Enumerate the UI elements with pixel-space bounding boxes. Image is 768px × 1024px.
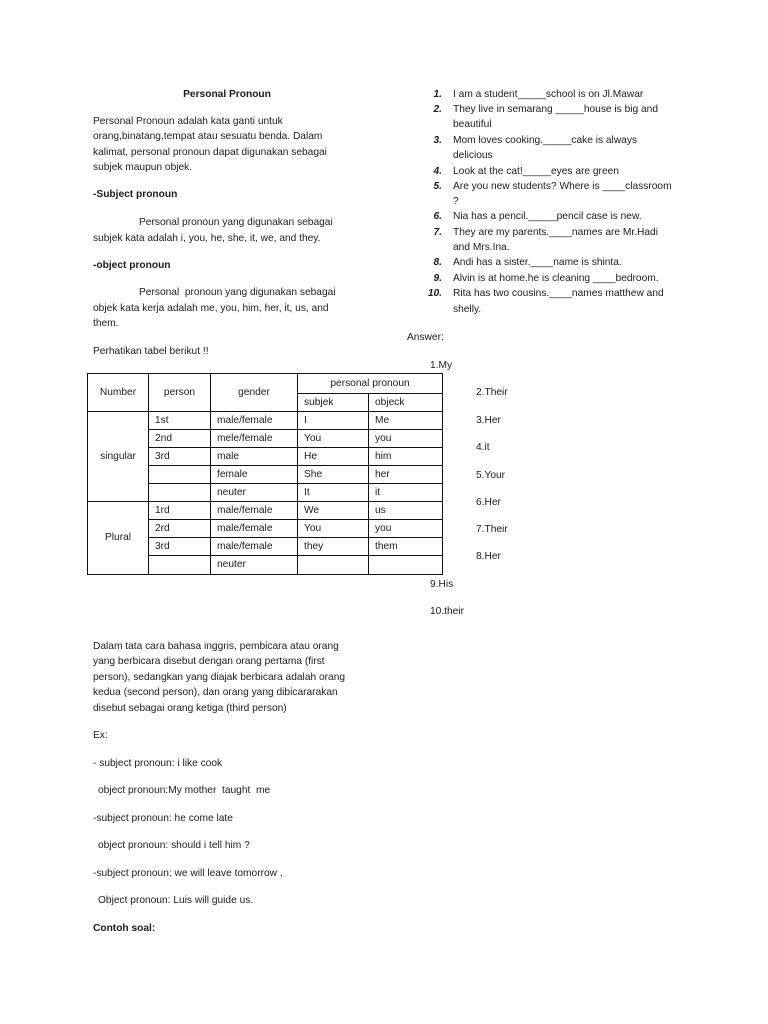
header-personal-pronoun: personal pronoun <box>298 374 443 394</box>
subject-line: Personal pronoun yang digunakan sebagai <box>139 217 333 228</box>
explanation-line: disebut sebagai orang ketiga (third person) <box>93 703 287 714</box>
subject-pronoun-heading: -Subject pronoun <box>93 189 178 200</box>
table-row <box>88 412 443 430</box>
table-row <box>88 502 443 520</box>
answer-item: 6.Her <box>476 497 501 508</box>
answer-item: 1.My <box>430 360 453 371</box>
cell-gender: male <box>211 448 298 466</box>
item-number: 7. <box>433 227 442 238</box>
intro-line: Personal Pronoun adalah kata ganti untuk <box>93 116 283 127</box>
cell-subjek: We <box>298 502 369 520</box>
item-text: Rita has two cousins.____names matthew and <box>453 288 664 299</box>
cell-objeck: them <box>369 538 443 556</box>
object-line: them. <box>93 318 119 329</box>
cell-person <box>149 466 211 484</box>
cell-person <box>149 556 211 575</box>
cell-objeck: you <box>369 520 443 538</box>
explanation-line: yang berbicara disebut dengan orang pertama (first <box>93 656 325 667</box>
cell-subjek: He <box>298 448 369 466</box>
intro-line: kalimat, personal pronoun dapat digunakan sebagai <box>93 147 327 158</box>
item-text: Andi has a sister.____name is shinta. <box>453 257 622 268</box>
group-plural: Plural <box>88 502 149 575</box>
cell-person: 2rd <box>149 520 211 538</box>
answer-item: 2.Their <box>476 387 508 398</box>
answer-item: 8.Her <box>476 551 501 562</box>
cell-gender: neuter <box>211 484 298 502</box>
explanation-line: kedua (second person), dan orang yang dibicararakan <box>93 687 338 698</box>
group-singular: singular <box>88 412 149 502</box>
page-title: Personal Pronoun <box>183 89 271 100</box>
item-number: 2. <box>433 104 442 115</box>
answer-item: 7.Their <box>476 524 508 535</box>
cell-subjek: She <box>298 466 369 484</box>
cell-subjek: I <box>298 412 369 430</box>
explanation-line: Dalam tata cara bahasa inggris, pembicara atau orang <box>93 641 339 652</box>
item-text: Nia has a pencil._____pencil case is new. <box>453 211 642 222</box>
item-number: 6. <box>433 211 442 222</box>
intro-line: subjek maupun objek. <box>93 162 193 173</box>
example-line: -subject pronoun: we will leave tomorrow . <box>93 868 283 879</box>
header-number: Number <box>88 374 149 412</box>
answer-label: Answer: <box>407 332 444 343</box>
item-number: 5. <box>433 181 442 192</box>
answer-item: 3.Her <box>476 415 501 426</box>
cell-person: 3rd <box>149 448 211 466</box>
item-text: Mom loves cooking._____cake is always <box>453 135 638 146</box>
item-number: 10. <box>427 288 442 299</box>
example-line: Object pronoun: Luis will guide us. <box>98 895 254 906</box>
cell-subjek: they <box>298 538 369 556</box>
item-text: They are my parents.____names are Mr.Hadi <box>453 227 658 238</box>
item-text: beautiful <box>453 119 492 130</box>
object-pronoun-heading: -object pronoun <box>93 260 171 271</box>
intro-line: orang,binatang,tempat atau sesuatu benda. Dalam <box>93 131 323 142</box>
cell-person: 1rd <box>149 502 211 520</box>
cell-subjek: You <box>298 520 369 538</box>
cell-objeck: us <box>369 502 443 520</box>
explanation-line: person), sedangkan yang diajak berbicara adalah orang <box>93 672 346 683</box>
cell-gender: neuter <box>211 556 298 575</box>
contoh-soal-heading: Contoh soal: <box>93 923 156 934</box>
object-line: Personal pronoun yang digunakan sebagai <box>139 287 336 298</box>
answer-item: 10.their <box>430 606 464 617</box>
header-subjek: subjek <box>298 394 369 412</box>
cell-person: 1st <box>149 412 211 430</box>
answer-item: 4.it <box>476 442 490 453</box>
cell-objeck: her <box>369 466 443 484</box>
item-number: 3. <box>433 135 442 146</box>
item-number: 9. <box>433 273 442 284</box>
answer-item: 9.His <box>430 579 454 590</box>
cell-gender: male/female <box>211 412 298 430</box>
cell-objeck: you <box>369 430 443 448</box>
subject-line: subjek kata adalah i, you, he, she, it, we, and they. <box>93 233 321 244</box>
item-text: They live in semarang _____house is big and <box>453 104 659 115</box>
item-number: 4. <box>433 166 442 177</box>
header-gender: gender <box>211 374 298 412</box>
cell-objeck: Me <box>369 412 443 430</box>
cell-gender: mele/female <box>211 430 298 448</box>
table-intro: Perhatikan tabel berikut !! <box>93 346 209 357</box>
example-line: - subject pronoun: i like cook <box>93 758 223 769</box>
item-text: Look at the cat!_____eyes are green <box>453 166 619 177</box>
cell-objeck: him <box>369 448 443 466</box>
item-text: and Mrs.Ina. <box>453 242 510 253</box>
object-line: objek kata kerja adalah me, you, him, her, it, us, and <box>93 303 329 314</box>
answer-item: 5.Your <box>476 470 506 481</box>
cell-person: 2nd <box>149 430 211 448</box>
cell-gender: male/female <box>211 538 298 556</box>
example-line: object pronoun:My mother taught me <box>98 785 271 796</box>
item-text: ? <box>453 196 459 207</box>
item-text: Alvin is at home.he is cleaning ____bedroom. <box>453 273 659 284</box>
cell-subjek: You <box>298 430 369 448</box>
example-line: object pronoun: should i tell him ? <box>98 840 250 851</box>
personal-pronoun-table <box>87 373 443 575</box>
cell-gender: male/female <box>211 502 298 520</box>
cell-gender: female <box>211 466 298 484</box>
cell-gender: male/female <box>211 520 298 538</box>
cell-objeck <box>369 556 443 575</box>
cell-person: 3rd <box>149 538 211 556</box>
header-person: person <box>149 374 211 412</box>
cell-person <box>149 484 211 502</box>
ex-label: Ex: <box>93 730 108 741</box>
cell-subjek: It <box>298 484 369 502</box>
item-text: Are you new students? Where is ____classroom <box>453 181 672 192</box>
header-objeck: objeck <box>369 394 443 412</box>
item-number: 8. <box>433 257 442 268</box>
item-text: delicious <box>453 150 493 161</box>
item-number: 1. <box>433 89 442 100</box>
cell-objeck: it <box>369 484 443 502</box>
item-text: shelly. <box>453 304 482 315</box>
item-text: I am a student_____school is on Jl.Mawar <box>453 89 644 100</box>
example-line: -subject pronoun: he come late <box>93 813 233 824</box>
cell-subjek <box>298 556 369 575</box>
